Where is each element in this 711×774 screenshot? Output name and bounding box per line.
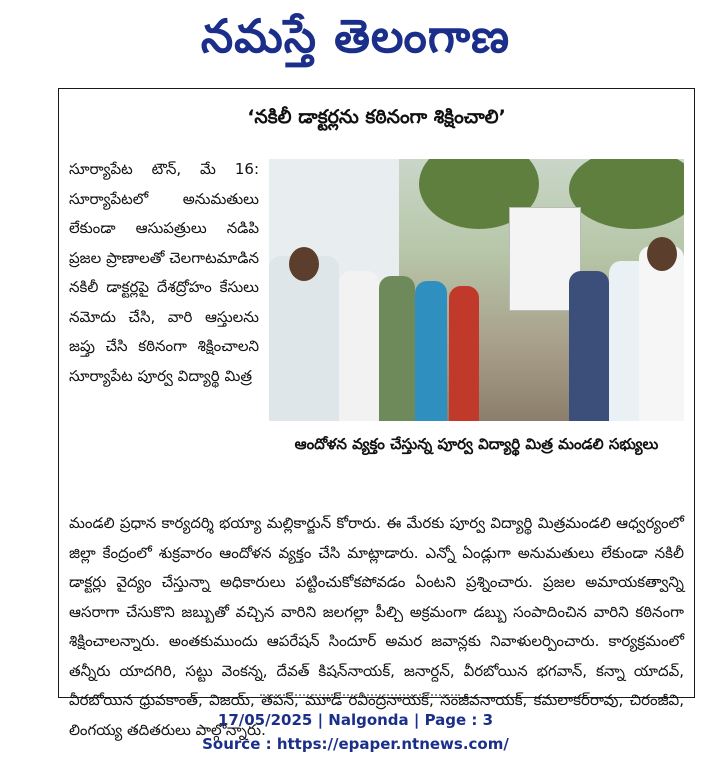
photo-person xyxy=(569,271,609,421)
photo-tree xyxy=(569,159,684,229)
article-headline: ‘నకిలీ డాక్టర్లను కఠినంగా శిక్షించాలి’ xyxy=(247,106,506,128)
article-body-text: మండలి ప్రధాన కార్యదర్శి భయ్యా మల్లికార్జున్ కోరారు. ఈ మేరకు పూర్వ విద్యార్థి మిత్రమండలి ఆధ్వర్యంలో జిల్లా కేంద్రంలో శుక్రవారం ఆందోళన వ్యక్తం చేసి మాట్లాడారు. ఎన్నో ఏండ్లుగా అనుమతులు లేకుండా నకిలీ డాక్టర్లు వైద్యం చేస్తున్నా అధికారులు పట్టించుకోకపోవడం ఏంటని ప్రశ్నించారు. ప్రజల అమాయకత్వాన్ని ఆసరాగా చేసుకొని జబ్బుతో వచ్చిన వారిని జలగల్లా పీల్చి అక్రమంగా డబ్బు సంపాదించిన వారిని కఠినంగా శిక్షించాలన్నారు. అంతకుముందు ఆపరేషన్ సిందూర్ అమర జవాన్లకు నివాళులర్పించారు. కార్యక్రమంలో తన్నీరు యాదగిరి, సట్టు వెంకన్న, దేవత్ కిషన్‌నాయక్, జనార్దన్, వీరబోయిన భగవాన్, కన్నా యాదవ్, వీరబోయిన ధ్రువకాంత్, విజయ్, తపన్, మూడ్ రవీంద్రనాయక్, సంజీవనాయక్, కమలాకర్‌రావు, చిరంజీవి, లింగయ్య తదితరులు పాల్గొన్నారు. xyxy=(69,514,684,739)
edition-date-line: 17/05/2025 | Nalgonda | Page : 3 xyxy=(217,711,494,729)
newspaper-masthead: నమస్తే తెలంగాణ xyxy=(200,9,511,63)
photo-person xyxy=(339,271,379,421)
source-url-line: Source : https://epaper.ntnews.com/ xyxy=(202,735,509,753)
photo-person-head xyxy=(647,237,677,271)
separator-line xyxy=(260,690,460,696)
photo-person xyxy=(415,281,447,421)
photo-caption: ఆందోళన వ్యక్తం చేస్తున్న పూర్వ విద్యార్థి మిత్ర మండలి సభ్యులు xyxy=(294,435,659,453)
source-footer xyxy=(0,708,711,756)
photo-person xyxy=(379,276,415,421)
photo-person xyxy=(639,246,684,421)
article-column-text: సూర్యాపేట టౌన్, మే 16: సూర్యాపేటలో అనుమతులు లేకుండా ఆసుపత్రులు నడిపి ప్రజల ప్రాణాలతో చెలగాటమాడిన నకిలీ డాక్టర్లపై దేశద్రోహం కేసులు నమోదు చేసి, వారి ఆస్తులను జప్తు చేసి కఠినంగా శిక్షించాలని సూర్యాపేట పూర్వ విద్యార్థి మిత్ర xyxy=(69,160,259,385)
photo-person xyxy=(449,286,479,421)
article-photo xyxy=(269,159,684,421)
photo-person-head xyxy=(289,247,319,281)
